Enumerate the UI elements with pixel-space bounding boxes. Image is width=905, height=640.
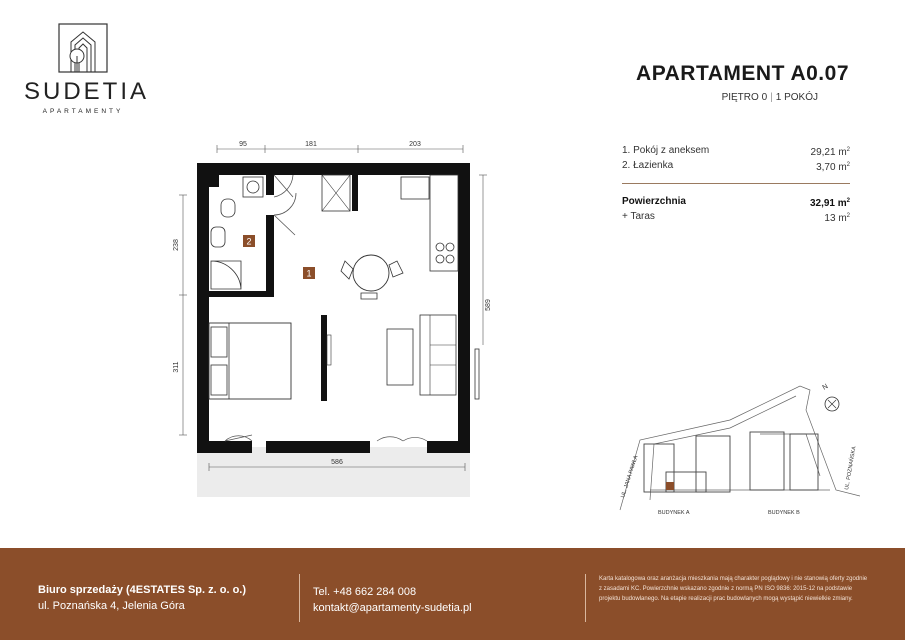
site-outline bbox=[620, 386, 860, 510]
kitchen-counter bbox=[430, 175, 458, 271]
cooktop-burner-icon bbox=[436, 243, 444, 251]
brand-name: SUDETIA bbox=[24, 78, 150, 105]
terrace-area bbox=[197, 447, 470, 497]
building-a-outline bbox=[644, 436, 730, 492]
side-window bbox=[475, 349, 479, 399]
room-row bbox=[622, 143, 850, 158]
shaft-cross bbox=[322, 175, 350, 211]
dim-right: 589 bbox=[485, 299, 492, 311]
phone-link[interactable]: Tel. +48 662 284 008 bbox=[313, 586, 417, 598]
room-areas-table bbox=[622, 143, 850, 224]
dim-top-a: 95 bbox=[239, 141, 247, 148]
sales-office-address: ul. Poznańska 4, Jelenia Góra bbox=[38, 600, 185, 612]
brand-logo bbox=[24, 22, 150, 115]
sales-office-title: Biuro sprzedaży (4ESTATES Sp. z. o. o.) bbox=[38, 584, 247, 596]
bed bbox=[209, 323, 291, 399]
apartment-location-marker bbox=[666, 482, 674, 490]
logo-mark-icon bbox=[57, 22, 109, 74]
rooms-count-label: 1 POKÓJ bbox=[775, 92, 818, 103]
building-a-label: BUDYNEK A bbox=[658, 510, 690, 516]
dim-bottom: 586 bbox=[331, 459, 343, 466]
cooktop-burner-icon bbox=[436, 255, 444, 263]
total-label: Powierzchnia bbox=[622, 196, 686, 207]
room-label: 2. Łazienka bbox=[622, 160, 674, 171]
kitchen-sink-icon bbox=[401, 177, 429, 199]
room-area: 3,70 $m^2$ bbox=[816, 162, 850, 173]
building-b-label: BUDYNEK B bbox=[768, 510, 800, 516]
dim-top-c: 203 bbox=[409, 141, 421, 148]
entrance-door bbox=[274, 175, 293, 197]
apartment-subtitle bbox=[722, 92, 818, 103]
brand-tagline: APARTAMENTY bbox=[42, 108, 124, 115]
street-east-label: UL. POZNAŃSKA bbox=[844, 445, 858, 491]
tv-icon bbox=[327, 335, 331, 365]
room-label: 1. Pokój z aneksem bbox=[622, 145, 710, 156]
site-map bbox=[610, 380, 860, 520]
apartment-title: APARTAMENT A0.07 bbox=[636, 62, 849, 85]
dim-left-b: 311 bbox=[173, 361, 180, 373]
total-area: 32,91 $m^2$ bbox=[809, 198, 850, 209]
coffee-table bbox=[387, 329, 413, 385]
tv-partition bbox=[321, 315, 327, 401]
footer bbox=[0, 548, 905, 640]
bathroom-walls bbox=[209, 175, 274, 297]
chair-icon bbox=[341, 261, 353, 279]
footer-divider bbox=[299, 574, 300, 622]
sink-icon bbox=[211, 227, 225, 247]
terrace-area: 13 $m^2$ bbox=[824, 213, 850, 224]
balcony-door bbox=[225, 435, 252, 441]
shaft-pillar bbox=[352, 175, 358, 211]
chair-icon bbox=[361, 293, 377, 299]
room-row bbox=[622, 158, 850, 173]
dim-left-a: 238 bbox=[173, 239, 180, 251]
room-tag-2-text: 2 bbox=[246, 236, 252, 247]
north-label: N bbox=[821, 383, 830, 392]
sales-office bbox=[38, 582, 246, 614]
dimension-lines bbox=[179, 145, 487, 471]
total-row bbox=[622, 194, 850, 209]
building-b-outline bbox=[750, 432, 818, 490]
chair-icon bbox=[389, 261, 403, 277]
floor-label: PIĘTRO 0 bbox=[721, 92, 768, 103]
cooktop-burner-icon bbox=[446, 243, 454, 251]
outer-walls bbox=[197, 163, 470, 453]
street-west-label: UL. JANA PAWŁA bbox=[620, 454, 640, 499]
footer-divider bbox=[585, 574, 586, 622]
room-tag-1-text: 1 bbox=[306, 268, 312, 279]
washing-machine-icon bbox=[243, 177, 263, 197]
sofa bbox=[420, 315, 456, 395]
cooktop-burner-icon bbox=[446, 255, 454, 263]
dining-table bbox=[353, 255, 389, 291]
contact bbox=[313, 584, 472, 616]
balcony-door bbox=[377, 437, 427, 441]
disclaimer: Karta katalogowa oraz aranżacja mieszkania mają charakter poglądowy i nie stanowią oferty zgodnie z zasadami KC. Powierzchnie wskazano zgodnie z normą PN ISO 9836: 2015-12 na podstawie projektu budowlanego. Na etapie realizacji prac budowlanych mogą wystąpić niewielkie zmiany. bbox=[599, 576, 868, 602]
room-area: 29,21 $m^2$ bbox=[810, 147, 850, 158]
separator: | bbox=[770, 92, 773, 103]
terrace-row bbox=[622, 209, 850, 224]
toilet-icon bbox=[221, 199, 235, 217]
floor-plan bbox=[165, 135, 495, 500]
divider bbox=[622, 183, 850, 184]
dim-top-b: 181 bbox=[305, 141, 317, 148]
pillow-icon bbox=[211, 327, 227, 357]
bathroom-door bbox=[274, 193, 296, 235]
pillow-icon bbox=[211, 365, 227, 395]
terrace-label: + Taras bbox=[622, 211, 655, 222]
washing-drum-icon bbox=[247, 181, 259, 193]
email-link[interactable]: kontakt@apartamenty-sudetia.pl bbox=[313, 602, 472, 614]
shower-icon bbox=[211, 261, 241, 289]
